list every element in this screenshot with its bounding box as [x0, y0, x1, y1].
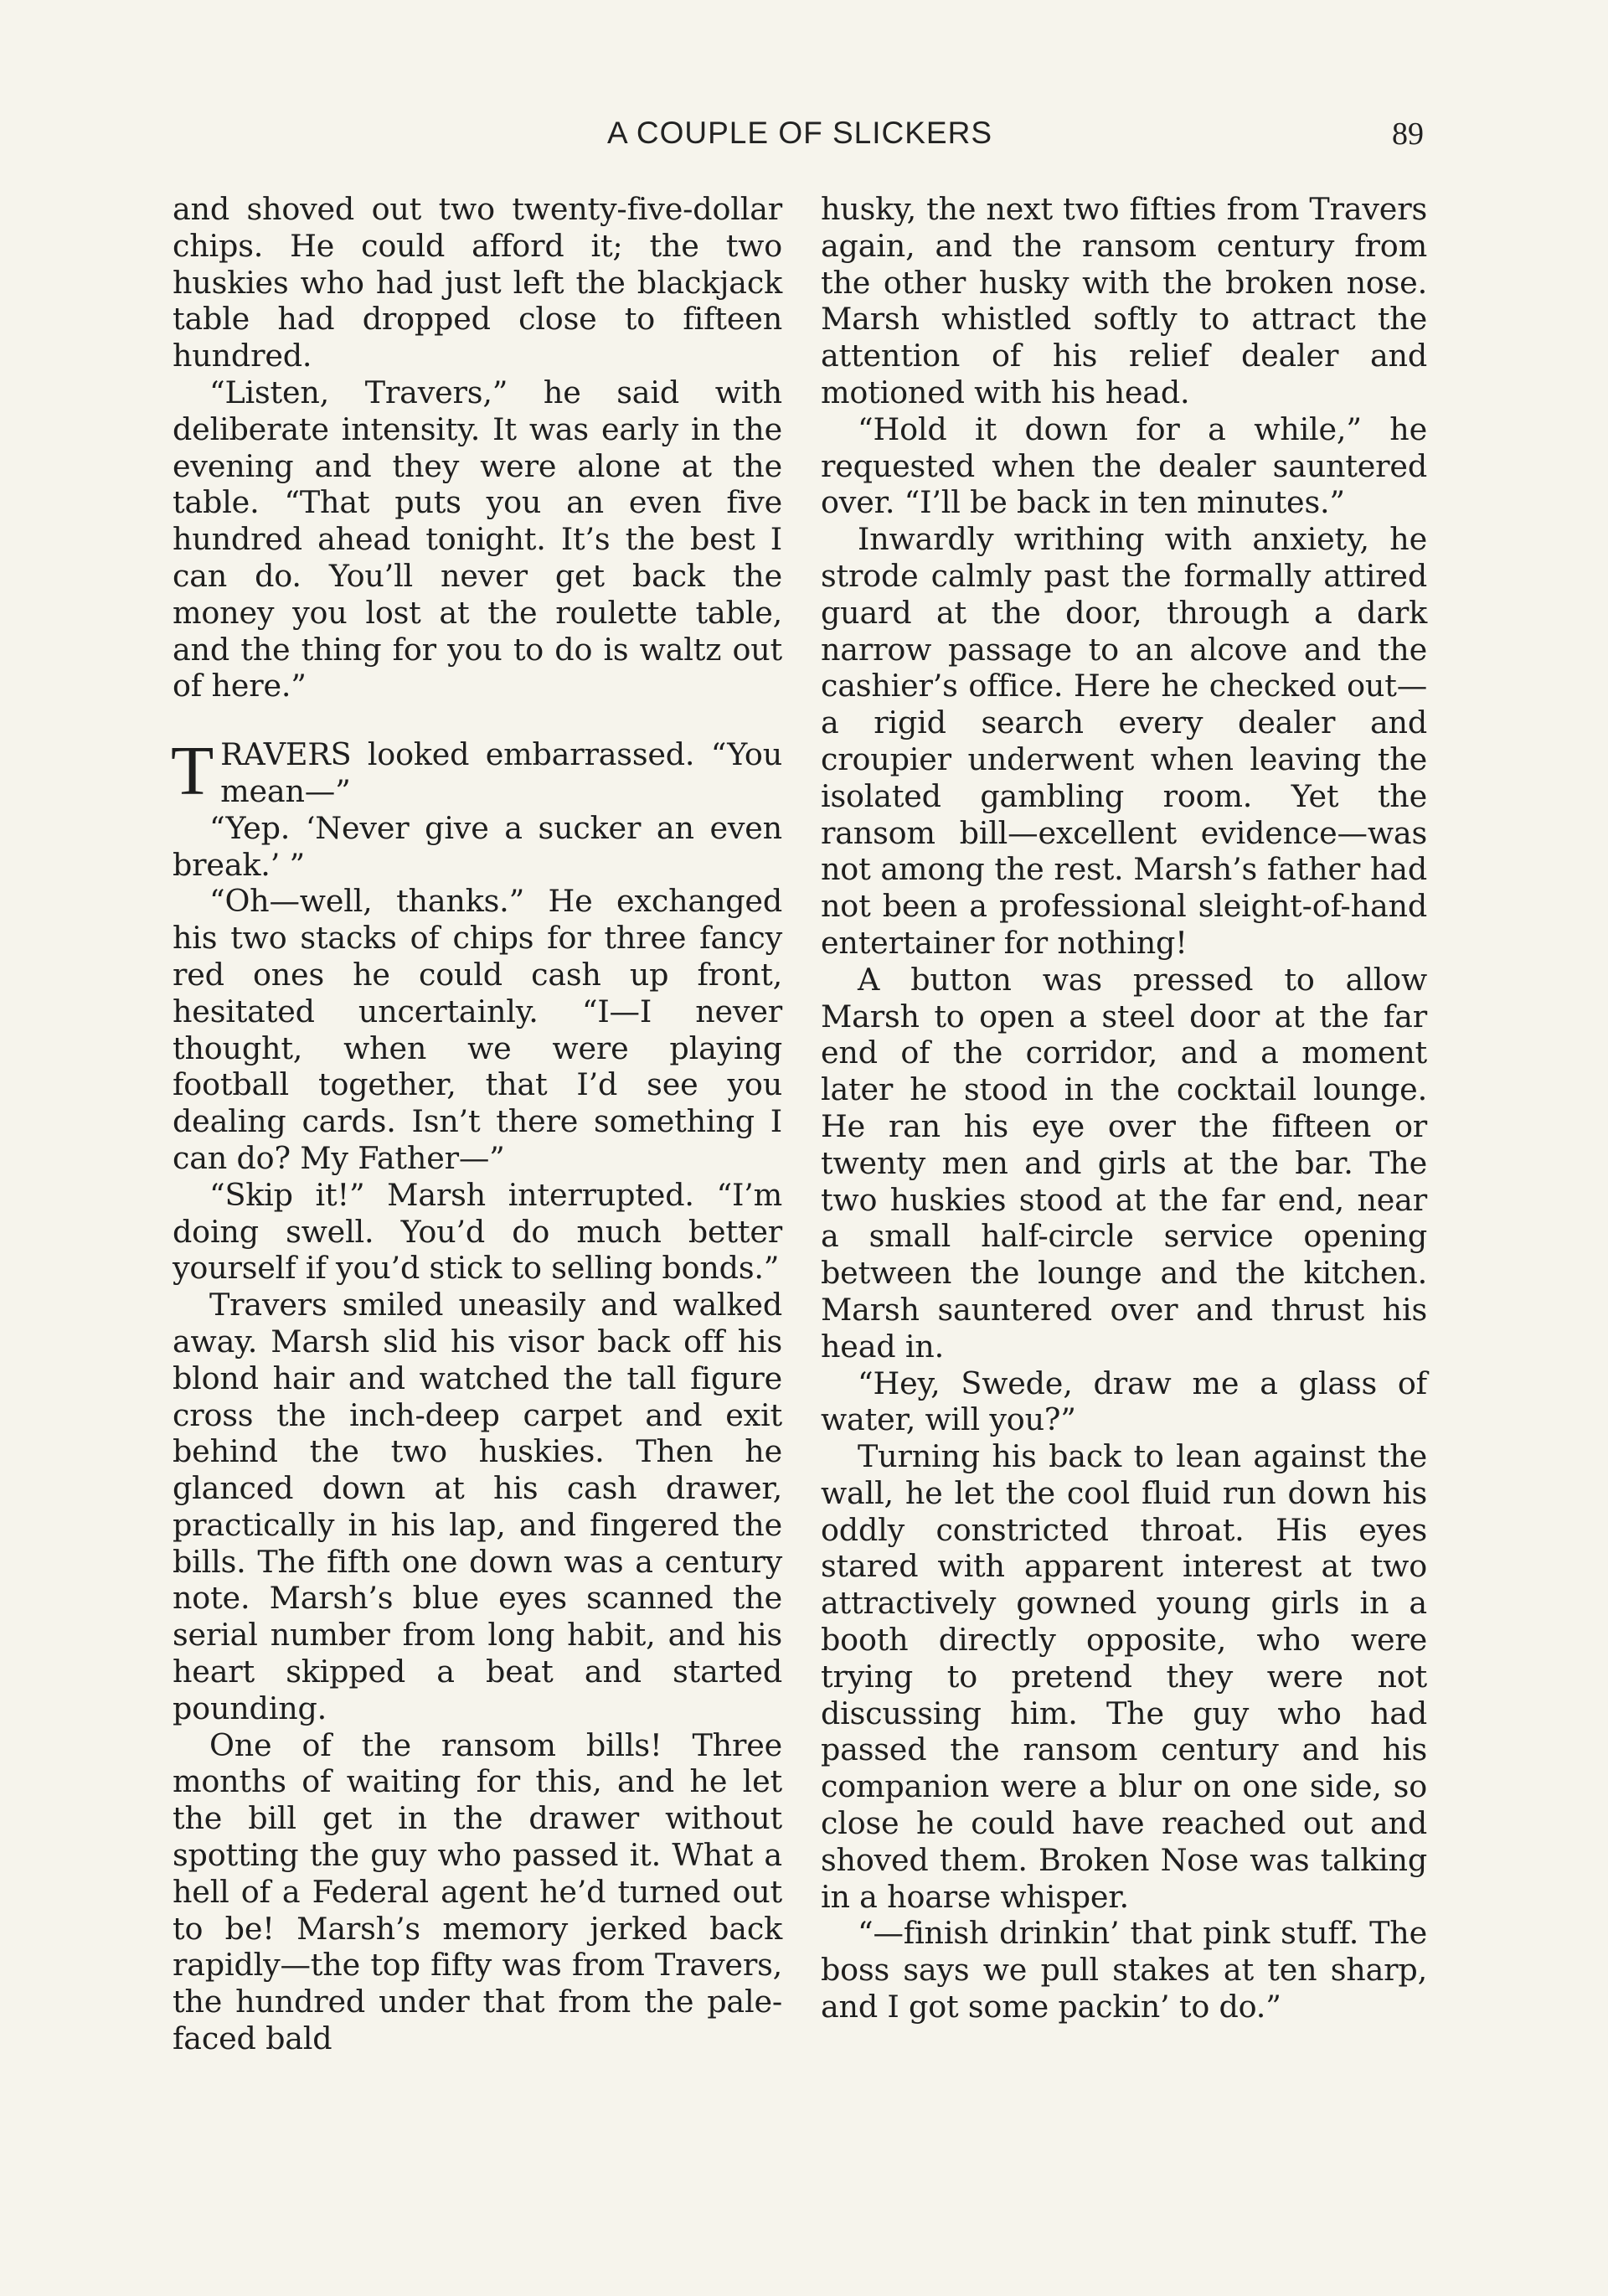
paragraph: “Skip it!” Marsh interrupted. “I’m doing swell. You’d do much better yourself if you’d stick to selling bonds.” [173, 1176, 782, 1287]
paragraph: and shoved out two twenty-five-dollar chips. He could afford it; the two huskies who had just left the blackjack table had dropped close to fifteen hundred. [173, 191, 782, 374]
left-column [173, 191, 782, 2057]
paragraph: “Listen, Travers,” he said with deliberate intensity. It was early in the evening and they were alone at the table. “That puts you an even five hundred ahead tonight. It’s the best I can do. You’ll never get back the money you lost at the roulette table, and the thing for you to do is waltz out of here.” [173, 374, 782, 704]
paragraph: “Oh—well, thanks.” He exchanged his two stacks of chips for three fancy red ones he could cash up front, hesitated uncertainly. “I—I never thought, when we were playing football together, that I’d see you dealing cards. Isn’t there something I can do? My Father—” [173, 883, 782, 1176]
paragraph: “Yep. ‘Never give a sucker an even break.’ ” [173, 809, 782, 883]
paragraph: husky, the next two fifties from Travers again, and the ransom century from the other husky with the broken nose. Marsh whistled softly to attract the attention of his relief dealer and motioned with his head. [821, 191, 1427, 410]
running-head [176, 116, 1424, 157]
paragraph: Inwardly writhing with anxiety, he strode calmly past the formally attired guard at the door, through a dark narrow passage to an alcove and the cashier’s office. Here he checked out—a rigid search every dealer and croupier underwent when leaving the isolated gambling room. Yet the ransom bill—excellent evidence—was not among the rest. Marsh’s father had not been a professional sleight-of-hand entertainer for nothing! [821, 521, 1427, 961]
section-opening-paragraph [171, 732, 782, 811]
paragraph: A button was pressed to allow Marsh to open a steel door at the far end of the corridor, and a moment later he stood in the cocktail lounge. He ran his eye over the fifteen or twenty men and girls at the bar. The two huskies stood at the far end, near a small half-circle service opening between the lounge and the kitchen. Marsh sauntered over and thrust his head in. [821, 961, 1427, 1365]
paragraph-text: RAVERS looked embarrassed. “You mean—” [220, 736, 782, 809]
paragraph: “Hey, Swede, draw me a glass of water, will you?” [821, 1365, 1427, 1438]
page-number: 89 [1392, 116, 1424, 152]
paragraph: “—finish drinkin’ that pink stuff. The boss says we pull stakes at ten sharp, and I got some packin’ to do.” [821, 1915, 1427, 2025]
paragraph: One of the ransom bills! Three months of waiting for this, and he let the bill get in the drawer without spotting the guy who passed it. What a hell of a Federal agent he’d turned out to be! Marsh’s memory jerked back rapidly—the top fifty was from Travers, the hundred under that from the pale-faced bald [173, 1726, 782, 2057]
right-column [821, 191, 1427, 2025]
paragraph: Turning his back to lean against the wall, he let the cool fluid run down his oddly constricted throat. His eyes stared with apparent interest at two attractively gowned young girls in a booth directly opposite, who were trying to pretend they were not discussing him. The guy who had passed the ransom century and his companion were a blur on one side, so close he could have reached out and shoved them. Broken Nose was talking in a hoarse whisper. [821, 1438, 1427, 1915]
running-title: A COUPLE OF SLICKERS [606, 116, 993, 150]
drop-cap: T [171, 732, 214, 811]
paragraph: “Hold it down for a while,” he requested when the dealer sauntered over. “I’ll be back in ten minutes.” [821, 410, 1427, 521]
paragraph: Travers smiled uneasily and walked away. Marsh slid his visor back off his blond hair and watched the tall figure cross the inch-deep carpet and exit behind the two huskies. Then he glanced down at his cash drawer, practically in his lap, and fingered the bills. The fifth one down was a century note. Marsh’s blue eyes scanned the serial number from long habit, and his heart skipped a beat and started pounding. [173, 1287, 782, 1726]
